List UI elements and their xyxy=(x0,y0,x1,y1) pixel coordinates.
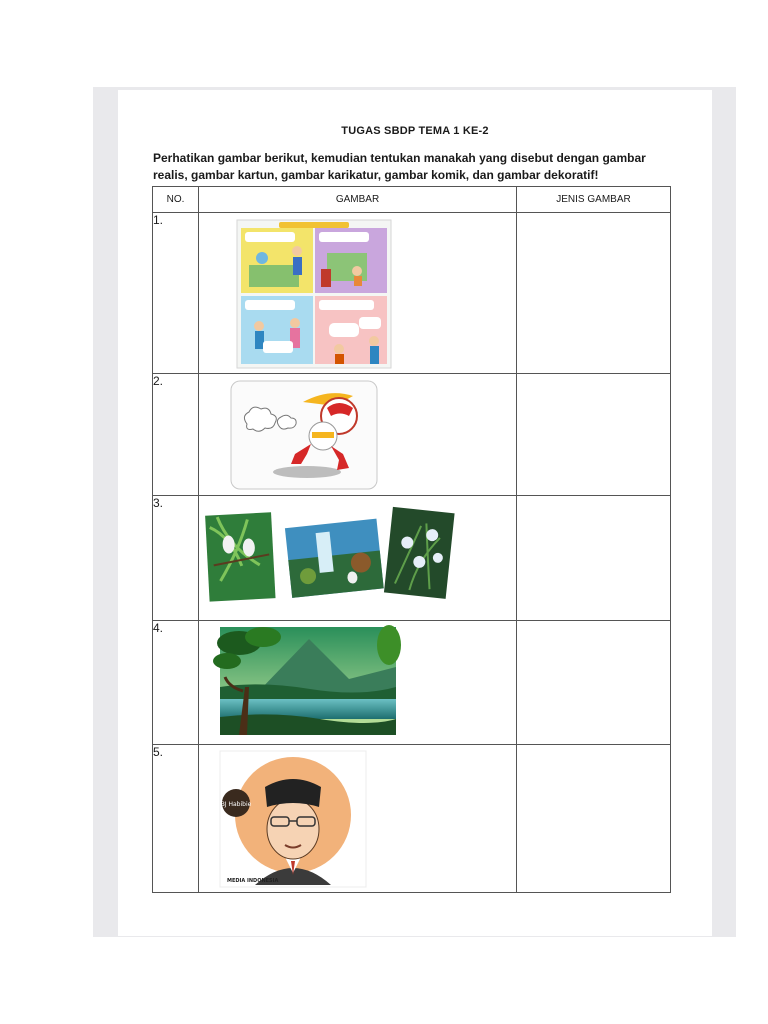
image-cell xyxy=(199,213,517,374)
answer-cell[interactable] xyxy=(517,374,671,496)
caricature-badge: BJ Habibie xyxy=(220,801,252,808)
answer-cell[interactable] xyxy=(517,621,671,745)
row-number: 3. xyxy=(153,496,199,621)
comic-strip-image xyxy=(199,213,517,372)
realistic-landscape-image xyxy=(199,621,517,743)
image-cell xyxy=(199,745,517,893)
header-no: NO. xyxy=(153,187,199,213)
caricature-watermark: MEDIA INDONESIA xyxy=(227,878,279,884)
table-row xyxy=(153,374,671,496)
table-row xyxy=(153,621,671,745)
row-number: 1. xyxy=(153,213,199,374)
decorative-paintings-image xyxy=(199,496,517,619)
answer-cell[interactable] xyxy=(517,496,671,621)
caricature-portrait-image xyxy=(199,745,517,891)
table-row xyxy=(153,745,671,893)
answer-cell[interactable] xyxy=(517,745,671,893)
answer-cell[interactable] xyxy=(517,213,671,374)
worksheet-table xyxy=(152,186,671,893)
header-jenis-gambar: JENIS GAMBAR xyxy=(517,187,671,213)
row-number: 5. xyxy=(153,745,199,893)
image-cell xyxy=(199,374,517,496)
header-gambar: GAMBAR xyxy=(199,187,517,213)
document-title: TUGAS SBDP TEMA 1 KE-2 xyxy=(341,125,489,137)
table-header-row xyxy=(153,187,671,213)
image-cell xyxy=(199,621,517,745)
table-row xyxy=(153,496,671,621)
cartoon-hero-image xyxy=(199,374,517,494)
instruction-text: Perhatikan gambar berikut, kemudian tentukan manakah yang disebut dengan gambar realis, gambar kartun, gambar karikatur, gambar komik, dan gambar dekoratif! xyxy=(153,151,646,182)
row-number: 2. xyxy=(153,374,199,496)
document-page xyxy=(118,90,712,936)
table-row xyxy=(153,213,671,374)
row-number: 4. xyxy=(153,621,199,745)
image-cell xyxy=(199,496,517,621)
